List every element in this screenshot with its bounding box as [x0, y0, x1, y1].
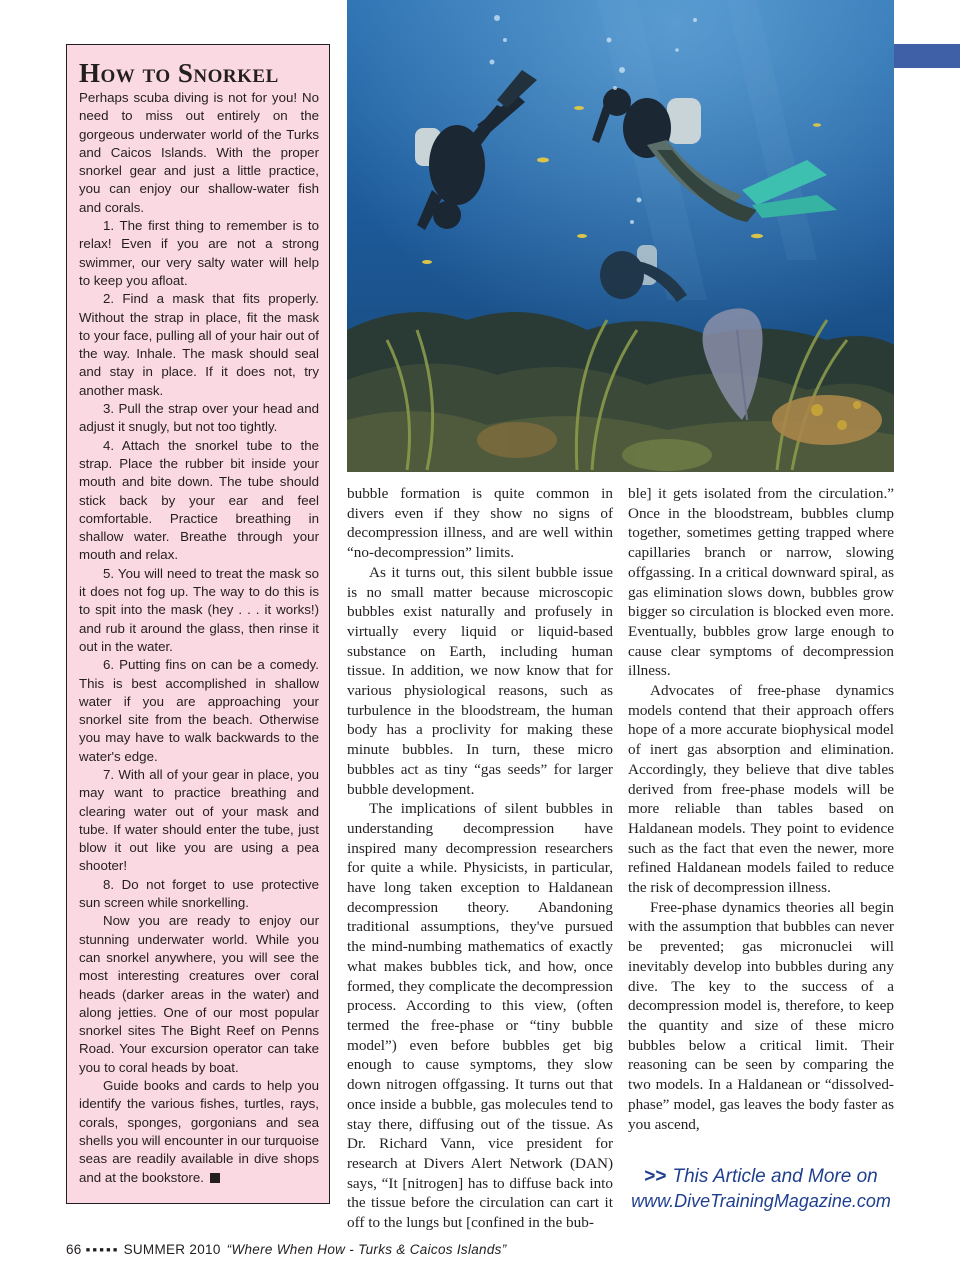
article-column-2	[628, 484, 894, 1134]
sidebar-step-7: 7. With all of your gear in place, you may want to practice breathing and clearing water out of your mask and tube. If water should enter the tube, just blow it out like you are using a pea shooter!	[79, 766, 319, 874]
page-footer	[66, 1242, 507, 1257]
promo-url-link[interactable]: www.DiveTrainingMagazine.com	[631, 1191, 891, 1211]
end-mark-icon	[210, 1173, 220, 1183]
sidebar-paragraph-last	[79, 1077, 319, 1187]
promo-text: This Article and More on	[672, 1166, 878, 1187]
sidebar-step-3: 3. Pull the strap over your head and adjust it snugly, but not too tightly.	[79, 401, 319, 435]
sidebar-title: How to Snorkel	[79, 58, 279, 88]
sidebar-last-text: Guide books and cards to help you identify the various fishes, turtles, rays, corals, sponges, gorgonians and sea shells you will encounter in our turquoise seas are readily available in dive shops and at the bookstore.	[79, 1078, 319, 1185]
issue-label: SUMMER 2010	[123, 1242, 221, 1257]
article-paragraph: As it turns out, this silent bubble issue is no small matter because microscopic bubbles exist naturally and profusely in virtually every liquid or liquid-based substance on Earth, including human tissue. In addition, we now know that for various physiological reasons, such as turbulence in the bloodstream, the human body has a proclivity for making these minute bubbles. In turn, these micro bubbles act as tiny “gas seeds” for larger bubble development.	[347, 563, 613, 798]
section-tab	[893, 44, 960, 68]
publication-title: “Where When How - Turks & Caicos Islands”	[226, 1242, 507, 1257]
article-paragraph: Advocates of free-phase dynamics models contend that their approach offers hope of a more accurate biophysical model of inert gas absorption and elimination. Accordingly, they believe that dive tables derived from free-phase models will be more reliable than tables based on Haldanean models. They point to evidence such as the fact that even the newer, more refined Haldanean models failed to reduce the risk of decompression illness.	[628, 682, 894, 897]
article-paragraph: bubble formation is quite common in divers even if they show no signs of decompression illness, and are well within “no-decompression” limits.	[347, 485, 613, 562]
sidebar-step-2: 2. Find a mask that fits properly. Without the strap in place, fit the mask to your face, pulling all of your hair out of the way. Inhale. The mask should seal and stay in place. If it does not, try another mask.	[79, 291, 319, 398]
sidebar-paragraph: Now you are ready to enjoy our stunning underwater world. While you can snorkel anywhere, you will see the most interesting creatures over coral heads (darker areas in the water) and along jetties. One of our most popular snorkel sites The Bight Reef on Penns Road. Your excursion operator can take you to coral heads by boat.	[79, 913, 319, 1075]
sidebar-step-8: 8. Do not forget to use protective sun screen while snorkelling.	[79, 876, 319, 911]
sidebar-paragraph: Perhaps scuba diving is not for you! No need to miss out entirely on the gorgeous underwater world of the Turks and Caicos Islands. With the proper snorkel gear and just a little practice, you can enjoy our shallow-water fish and corals.	[79, 90, 319, 215]
web-promo	[628, 1165, 894, 1213]
how-to-snorkel-sidebar	[66, 44, 330, 1204]
sidebar-step-5: 5. You will need to treat the mask so it does not fog up. The way to do this is to spit into the mask (hey . . . it works!) and rub it around the glass, then rinse it out in the water.	[79, 565, 319, 654]
underwater-divers-photo	[347, 0, 894, 472]
article-paragraph: The implications of silent bubbles in understanding decompression have inspired many decompression researchers for quite a while. Physicists, in particular, have long taken exception to Haldanean decompression theory. Abandoning traditional assumptions, they've pursued the mind-numbing mathematics of exactly what makes bubbles tick, and how, once formed, they complicate the decompression process. According to this view, (often termed the free-phase or “tiny bubble model”) even before bubbles get big enough to cause symptoms, they slow down nitrogen offgassing. It turns out that once inside a bubble, gas molecules tend to stay there, diffusing out of the tissue. As Dr. Richard Vann, vice president for research at Divers Alert Network (DAN) says, “It [nitrogen] has to diffuse back into the tissue before the circulation can cart it off to the lungs but [confined in the bub-	[347, 800, 613, 1232]
sidebar-step-4: 4. Attach the snorkel tube to the strap. Place the rubber bit inside your mouth and bite down. The tube should stick back by your ear and feel comfortable. Practice breathing in shallow water. Breathe through your mouth and relax.	[79, 437, 319, 563]
sidebar-step-1: 1. The first thing to remember is to relax! Even if you are not a strong swimmer, our very salty water will help to keep you afloat.	[79, 218, 319, 288]
article-paragraph: ble] it gets isolated from the circulation.” Once in the bloodstream, bubbles clump together, sometimes getting trapped where capillaries branch or narrow, slowing offgassing. In a critical downward spiral, as gas elimination slows down, bubbles grow bigger so circulation is blocked even more. Eventually, bubbles grow large enough to cause clear symptoms of decompression illness.	[628, 485, 894, 680]
article-paragraph: Free-phase dynamics theories all begin with the assumption that bubbles can never be prevented; gas micronuclei will inevitably develop into bubbles during any dive. The key to the success of a decompression model is, therefore, to keep the quantity and size of these micro bubbles below a critical limit. Their reasoning can be seen by comparing the two models. In a Haldanean or “dissolved-phase” model, gas leaves the body faster as you ascend,	[628, 898, 894, 1133]
footer-dots: ▪▪▪▪▪	[85, 1242, 120, 1257]
page-number: 66	[66, 1242, 82, 1257]
promo-line	[628, 1165, 894, 1189]
sidebar-step-6: 6. Putting fins on can be a comedy. This is best accomplished in shallow water if you are approaching your snorkel site from the beach. Otherwise you may have to walk backwards to the water's edge.	[79, 657, 319, 764]
double-arrow-icon: >>	[644, 1166, 667, 1187]
article-column-1	[347, 484, 613, 1233]
